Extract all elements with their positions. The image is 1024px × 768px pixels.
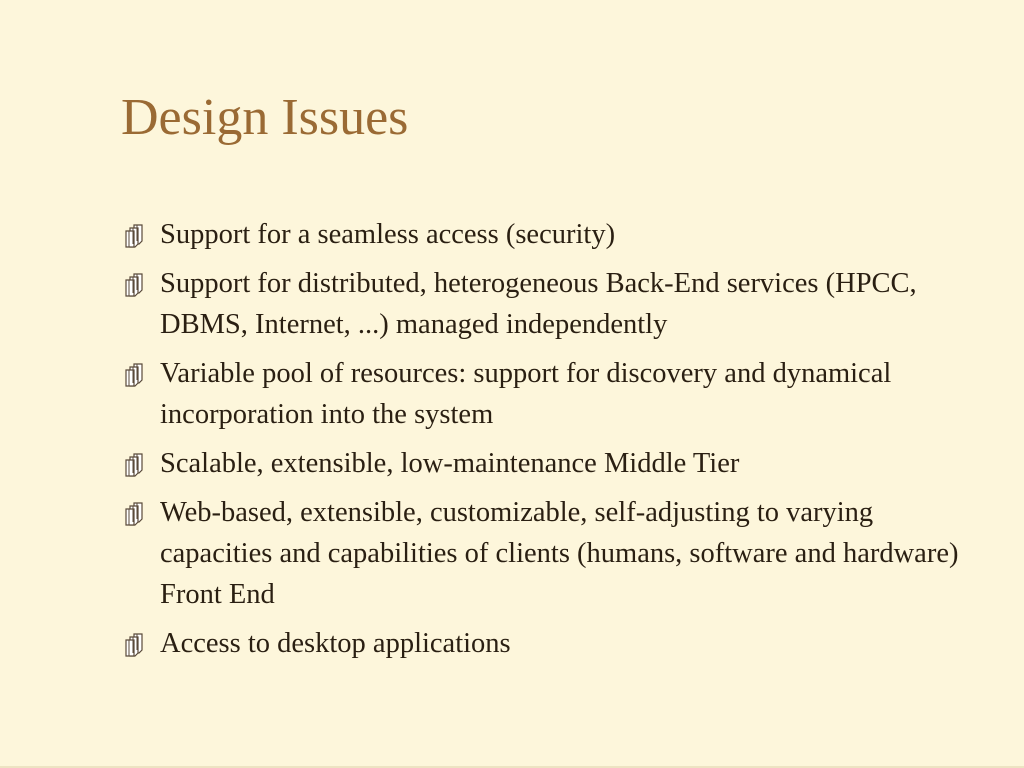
bullet-item <box>118 492 978 615</box>
bullet-text: Scalable, extensible, low-maintenance Middle Tier <box>160 448 740 479</box>
stacked-pages-icon <box>122 632 146 658</box>
bullet-item <box>118 623 978 664</box>
bullet-item <box>118 263 978 345</box>
bullet-text: Support for distributed, heterogeneous Back-End services (HPCC, DBMS, Internet, ...) managed independently <box>160 268 924 340</box>
bullet-item <box>118 443 978 484</box>
stacked-pages-icon <box>122 223 146 249</box>
stacked-pages-icon <box>122 452 146 478</box>
bullet-text: Web-based, extensible, customizable, self-adjusting to varying capacities and capabilities of clients (humans, software and hardware) Front End <box>160 497 973 610</box>
bullet-text: Variable pool of resources: support for discovery and dynamical incorporation into the system <box>160 358 899 430</box>
stacked-pages-icon <box>122 362 146 388</box>
bullet-item <box>118 353 978 435</box>
slide-title: Design Issues <box>121 89 409 146</box>
bullet-text: Support for a seamless access (security) <box>160 219 616 250</box>
bullet-list <box>118 214 978 672</box>
stacked-pages-icon <box>122 272 146 298</box>
bullet-item <box>118 214 978 255</box>
bullet-text: Access to desktop applications <box>160 628 511 659</box>
stacked-pages-icon <box>122 501 146 527</box>
